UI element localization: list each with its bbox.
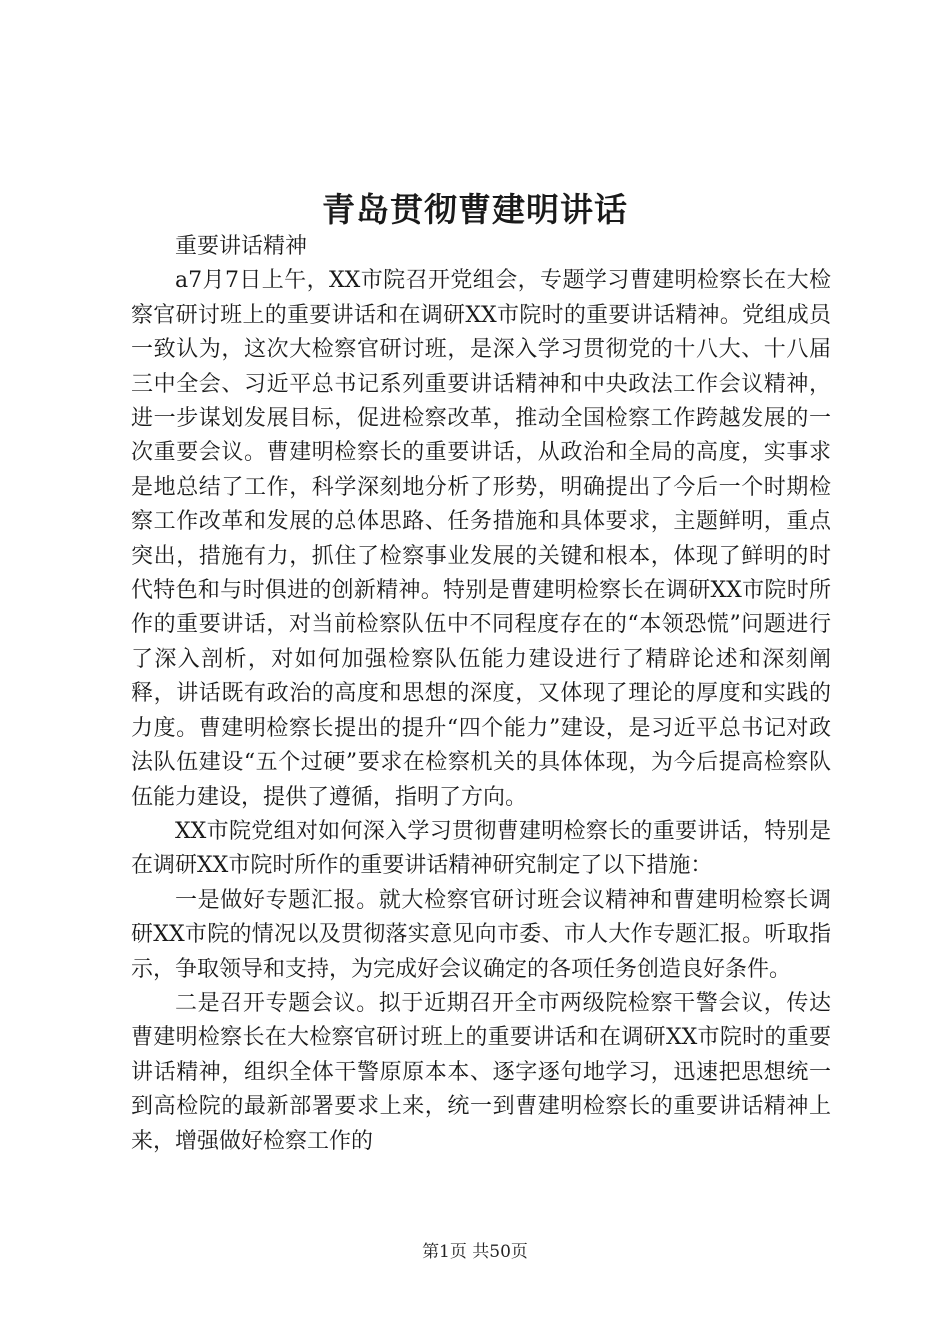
document-body [131, 230, 831, 1159]
document-title: 青岛贯彻曹建明讲话 [322, 190, 628, 229]
paragraph-intro: a7月7日上午，XX市院召开党组会，专题学习曹建明检察长在大检察官研讨班上的重要讲话和在调研XX市院时的重要讲话精神。党组成员一致认为，这次大检察官研讨班，是深入学习贯彻党的十八大、十八届三中全会、习近平总书记系列重要讲话精神和中央政法工作会议精神，进一步谋划发展目标，促进检察改革，推动全国检察工作跨越发展的一次重要会议。曹建明检察长的重要讲话，从政治和全局的高度，实事求是地总结了工作，科学深刻地分析了形势，明确提出了今后一个时期检察工作改革和发展的总体思路、任务措施和具体要求，主题鲜明，重点突出，措施有力，抓住了检察事业发展的关键和根本，体现了鲜明的时代特色和与时俱进的创新精神。特别是曹建明检察长在调研XX市院时所作的重要讲话，对当前检察队伍中不同程度存在的“本领恐慌”问题进行了深入剖析，对如何加强检察队伍能力建设进行了精辟论述和深刻阐释，讲话既有政治的高度和思想的深度，又体现了理论的厚度和实践的力度。曹建明检察长提出的提升“四个能力”建设，是习近平总书记对政法队伍建设“五个过硬”要求在检察机关的具体体现，为今后提高检察队伍能力建设，提供了遵循，指明了方向。 [131, 268, 831, 810]
paragraph-measure-two: 二是召开专题会议。拟于近期召开全市两级院检察干警会议，传达曹建明检察长在大检察官研讨班上的重要讲话和在调研XX市院时的重要讲话精神，组织全体干警原原本本、逐字逐句地学习，迅速把思想统一到高检院的最新部署要求上来，统一到曹建明检察长的重要讲话精神上来，增强做好检察工作的 [131, 990, 831, 1154]
page-number: 第1页 共50页 [422, 1242, 528, 1262]
paragraph-measures-intro: XX市院党组对如何深入学习贯彻曹建明检察长的重要讲话，特别是在调研XX市院时所作的重要讲话精神研究制定了以下措施： [131, 818, 831, 879]
subheading: 重要讲话精神 [175, 234, 308, 259]
paragraph-measure-one: 一是做好专题汇报。就大检察官研讨班会议精神和曹建明检察长调研XX市院的情况以及贯彻落实意见向市委、市人大作专题汇报。听取指示，争取领导和支持，为完成好会议确定的各项任务创造良好条件。 [131, 887, 831, 982]
